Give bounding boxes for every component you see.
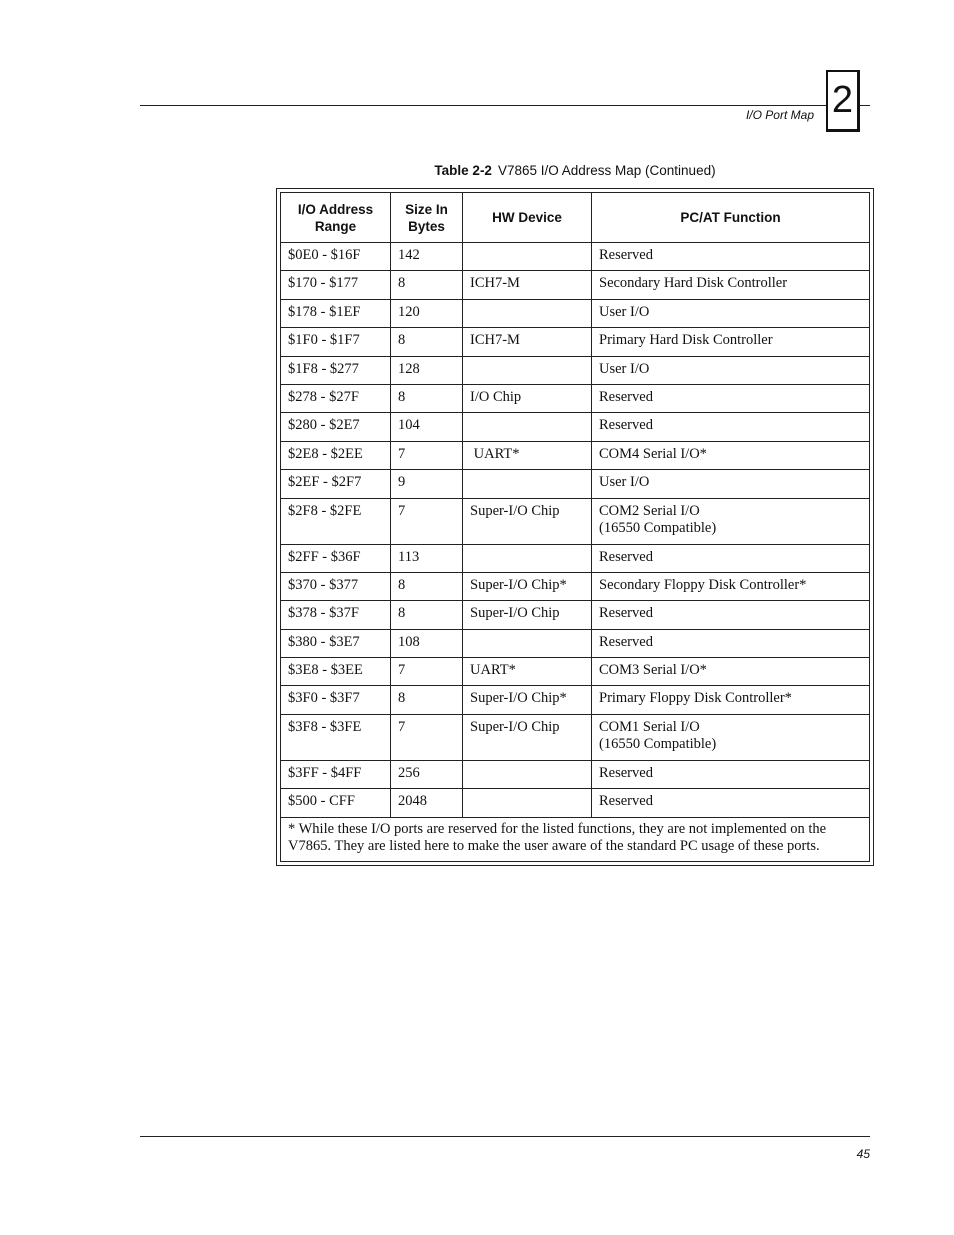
cell-address-range (281, 760, 391, 788)
cell-hw-device (463, 629, 592, 657)
footnote-row (281, 817, 870, 861)
cell-hw-device-text: I/O Chip (470, 388, 522, 405)
cell-hw-device (463, 413, 592, 441)
cell-pcat-function (592, 686, 870, 714)
cell-address-range-text: $3F0 - $3F7 (288, 690, 360, 707)
cell-pcat-function-text: Secondary Hard Disk Controller (599, 275, 788, 292)
cell-hw-device-text: Super-I/O Chip (470, 605, 560, 622)
cell-size-text: 142 (398, 247, 420, 263)
column-header-hw-device: HW Device (463, 193, 592, 243)
cell-pcat-function-text-line2: (16550 Compatible) (599, 519, 717, 536)
table-row (281, 299, 870, 327)
cell-hw-device (463, 328, 592, 356)
cell-size-text: 8 (398, 605, 406, 622)
cell-pcat-function (592, 299, 870, 327)
footer-rule (140, 1136, 870, 1137)
cell-pcat-function (592, 470, 870, 498)
cell-address-range (281, 328, 391, 356)
cell-address-range (281, 601, 391, 629)
cell-pcat-function (592, 413, 870, 441)
cell-pcat-function-text: COM2 Serial I/O (599, 502, 700, 519)
table-row (281, 544, 870, 572)
cell-address-range-text: $170 - $177 (288, 275, 359, 292)
cell-pcat-function (592, 760, 870, 788)
cell-hw-device-text: Super-I/O Chip* (470, 576, 567, 593)
cell-size (391, 601, 463, 629)
cell-pcat-function (592, 328, 870, 356)
cell-pcat-function (592, 789, 870, 817)
cell-hw-device (463, 686, 592, 714)
cell-size (391, 760, 463, 788)
table-row (281, 629, 870, 657)
cell-hw-device-text: ICH7-M (470, 332, 520, 349)
table-row (281, 243, 870, 271)
cell-address-range-text: $500 - CFF (288, 793, 355, 810)
cell-size (391, 572, 463, 600)
table-row (281, 470, 870, 498)
cell-size (391, 686, 463, 714)
cell-pcat-function-text: Reserved (599, 605, 653, 622)
cell-address-range (281, 243, 391, 271)
column-header-address-range: I/O Address Range (281, 193, 391, 243)
cell-address-range-text: $370 - $377 (288, 576, 359, 593)
cell-hw-device (463, 243, 592, 271)
table-caption-label: Table 2-2 (434, 163, 492, 178)
cell-pcat-function-text: COM3 Serial I/O* (599, 662, 707, 679)
cell-address-range-text: $2FF - $36F (288, 548, 361, 565)
cell-size (391, 629, 463, 657)
cell-size (391, 413, 463, 441)
table-row (281, 498, 870, 544)
cell-pcat-function (592, 714, 870, 760)
cell-pcat-function-text: COM1 Serial I/O (599, 718, 700, 735)
cell-hw-device (463, 356, 592, 384)
table-row (281, 328, 870, 356)
chapter-tab (826, 70, 860, 132)
cell-pcat-function-text: User I/O (599, 360, 650, 377)
cell-hw-device (463, 544, 592, 572)
cell-address-range (281, 544, 391, 572)
cell-address-range (281, 789, 391, 817)
cell-size (391, 243, 463, 271)
table-row (281, 384, 870, 412)
cell-address-range (281, 299, 391, 327)
cell-address-range-text: $378 - $37F (288, 605, 359, 622)
cell-hw-device (463, 760, 592, 788)
cell-size-text: 7 (398, 502, 406, 519)
cell-address-range-text: $0E0 - $16F (288, 247, 361, 263)
table-row (281, 760, 870, 788)
cell-pcat-function-text: Reserved (599, 633, 653, 650)
cell-address-range (281, 384, 391, 412)
cell-size-text: 7 (398, 445, 406, 462)
cell-size (391, 789, 463, 817)
cell-pcat-function-text: Primary Floppy Disk Controller* (599, 690, 792, 707)
cell-pcat-function (592, 498, 870, 544)
cell-address-range (281, 356, 391, 384)
cell-size-text: 104 (398, 417, 420, 434)
running-header-title: I/O Port Map (745, 108, 814, 122)
cell-size-text: 8 (398, 388, 406, 405)
cell-size (391, 470, 463, 498)
cell-pcat-function-text: User I/O (599, 474, 650, 491)
cell-hw-device (463, 271, 592, 299)
cell-hw-device (463, 601, 592, 629)
cell-size-text: 256 (398, 764, 420, 781)
cell-address-range (281, 470, 391, 498)
table-row (281, 356, 870, 384)
cell-pcat-function-text: Secondary Floppy Disk Controller* (599, 576, 807, 593)
cell-size-text: 8 (398, 275, 406, 292)
cell-address-range-text: $2EF - $2F7 (288, 474, 362, 491)
cell-address-range-text: $2E8 - $2EE (288, 445, 363, 462)
cell-size-text: 128 (398, 360, 420, 377)
table-row (281, 572, 870, 600)
cell-address-range (281, 629, 391, 657)
cell-address-range-text: $2F8 - $2FE (288, 502, 362, 519)
cell-size-text: 7 (398, 662, 406, 679)
cell-size-text: 7 (398, 718, 406, 735)
cell-hw-device-text: UART* (470, 662, 516, 679)
cell-size (391, 441, 463, 469)
column-header-size: Size In Bytes (391, 193, 463, 243)
cell-address-range-text: $3F8 - $3FE (288, 718, 362, 735)
cell-size-text: 8 (398, 690, 406, 707)
cell-pcat-function-text: Reserved (599, 247, 653, 263)
cell-address-range-text: $178 - $1EF (288, 303, 361, 320)
cell-address-range (281, 572, 391, 600)
cell-address-range-text: $280 - $2E7 (288, 417, 360, 434)
cell-size (391, 271, 463, 299)
cell-address-range (281, 413, 391, 441)
cell-pcat-function (592, 658, 870, 686)
io-address-table-frame (276, 188, 874, 866)
cell-pcat-function (592, 271, 870, 299)
table-header-row (281, 193, 870, 243)
cell-pcat-function-text: Reserved (599, 764, 653, 781)
cell-pcat-function-text: Reserved (599, 548, 653, 565)
cell-hw-device-text: ICH7-M (470, 275, 520, 292)
cell-hw-device (463, 384, 592, 412)
table-footnote: * While these I/O ports are reserved for the listed functions, they are not implemented on the V7865. They are listed here to make the user aware of the standard PC usage of these ports. (281, 817, 870, 861)
cell-hw-device (463, 498, 592, 544)
cell-hw-device (463, 572, 592, 600)
cell-hw-device (463, 299, 592, 327)
cell-pcat-function (592, 243, 870, 271)
cell-size (391, 658, 463, 686)
cell-pcat-function-text: COM4 Serial I/O* (599, 445, 707, 462)
cell-pcat-function (592, 572, 870, 600)
page-number: 45 (856, 1147, 870, 1161)
cell-size (391, 299, 463, 327)
cell-address-range (281, 714, 391, 760)
table-row (281, 686, 870, 714)
cell-size (391, 498, 463, 544)
cell-address-range (281, 686, 391, 714)
cell-hw-device-text: UART* (470, 445, 520, 462)
cell-address-range (281, 271, 391, 299)
cell-size-text: 108 (398, 633, 420, 650)
cell-hw-device (463, 714, 592, 760)
cell-address-range-text: $380 - $3E7 (288, 633, 360, 650)
table-row (281, 789, 870, 817)
cell-pcat-function-text: User I/O (599, 303, 650, 320)
cell-pcat-function (592, 544, 870, 572)
table-row (281, 413, 870, 441)
cell-size (391, 384, 463, 412)
cell-address-range-text: $3FF - $4FF (288, 764, 362, 781)
table-body (281, 243, 870, 818)
cell-address-range-text: $278 - $27F (288, 388, 359, 405)
chapter-number: 2 (831, 79, 854, 121)
table-row (281, 601, 870, 629)
cell-size-text: 8 (398, 332, 406, 349)
cell-size-text: 113 (398, 548, 420, 565)
table-row (281, 271, 870, 299)
table-caption-text: V7865 I/O Address Map (Continued) (497, 163, 716, 178)
cell-address-range-text: $3E8 - $3EE (288, 662, 363, 679)
cell-hw-device-text: Super-I/O Chip (470, 718, 560, 735)
cell-size-text: 8 (398, 576, 406, 593)
cell-size (391, 544, 463, 572)
table-row (281, 714, 870, 760)
cell-address-range-text: $1F8 - $277 (288, 360, 359, 377)
cell-size-text: 2048 (398, 793, 427, 810)
cell-pcat-function (592, 384, 870, 412)
cell-size (391, 714, 463, 760)
cell-pcat-function (592, 356, 870, 384)
cell-pcat-function-text: Reserved (599, 417, 653, 434)
cell-hw-device-text: Super-I/O Chip* (470, 690, 567, 707)
cell-hw-device (463, 789, 592, 817)
cell-address-range (281, 658, 391, 686)
cell-size-text: 9 (398, 474, 406, 491)
cell-size (391, 328, 463, 356)
cell-hw-device (463, 441, 592, 469)
cell-pcat-function (592, 441, 870, 469)
cell-size (391, 356, 463, 384)
table-row (281, 441, 870, 469)
table-caption (276, 163, 874, 178)
cell-hw-device-text: Super-I/O Chip (470, 502, 560, 519)
io-address-table (280, 192, 870, 862)
table-row (281, 658, 870, 686)
cell-address-range (281, 441, 391, 469)
cell-pcat-function-text-line2: (16550 Compatible) (599, 735, 717, 752)
column-header-pcat-function: PC/AT Function (592, 193, 870, 243)
cell-pcat-function (592, 601, 870, 629)
cell-address-range-text: $1F0 - $1F7 (288, 332, 360, 349)
cell-hw-device (463, 470, 592, 498)
cell-pcat-function (592, 629, 870, 657)
cell-pcat-function-text: Reserved (599, 793, 653, 810)
cell-hw-device (463, 658, 592, 686)
cell-pcat-function-text: Reserved (599, 388, 653, 405)
cell-address-range (281, 498, 391, 544)
header-rule (140, 105, 870, 106)
cell-pcat-function-text: Primary Hard Disk Controller (599, 332, 773, 349)
cell-size-text: 120 (398, 303, 420, 320)
